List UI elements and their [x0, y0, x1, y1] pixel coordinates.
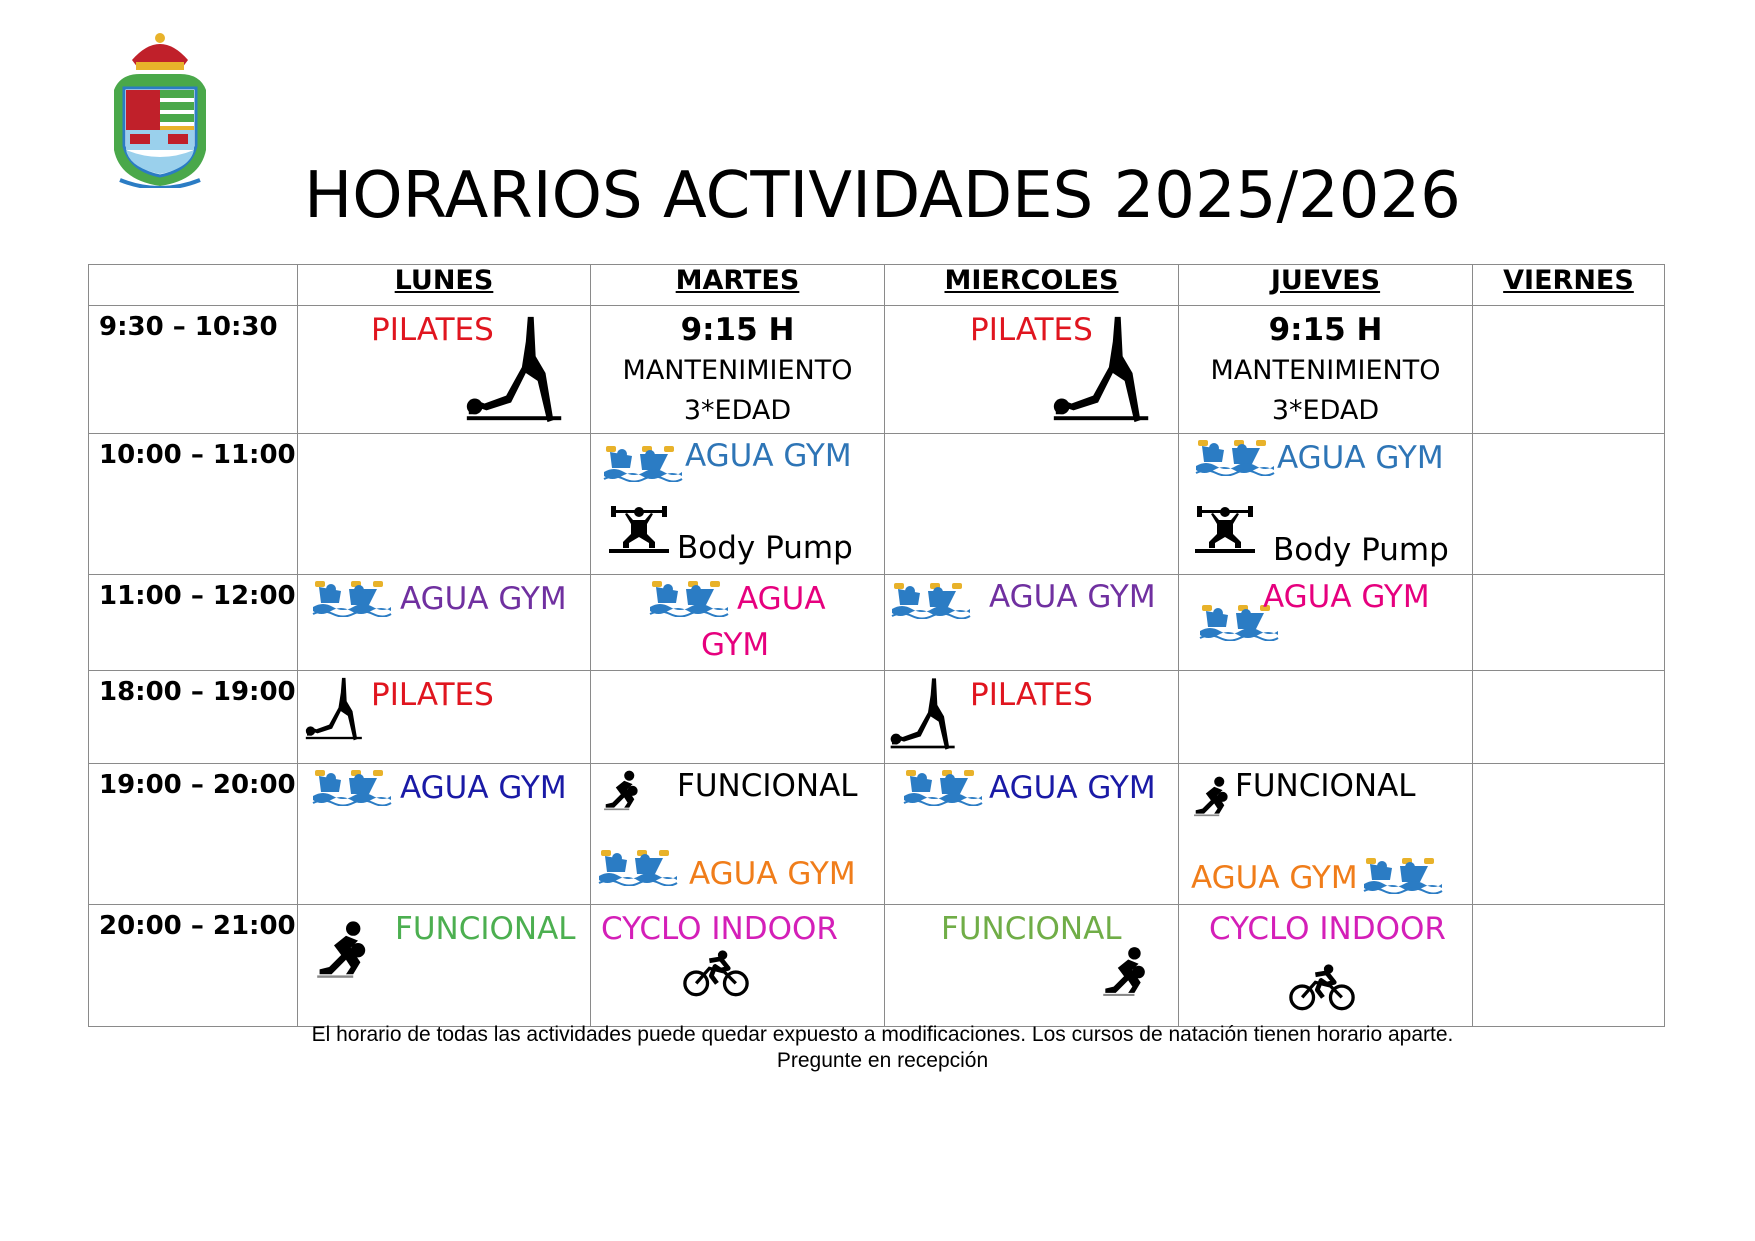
- schedule-cell: [298, 306, 591, 434]
- body-pump-icon: [1195, 504, 1255, 554]
- schedule-cell: [885, 306, 1179, 434]
- table-row: [89, 905, 1665, 1027]
- activity-label: Body Pump: [1273, 532, 1449, 568]
- schedule-cell: [1179, 671, 1473, 764]
- activity-time: 9:15 H: [680, 312, 795, 348]
- time-cell: 20:00 – 21:00: [89, 905, 298, 1027]
- activity-label: FUNCIONAL: [1235, 768, 1416, 804]
- schedule-cell: [298, 434, 591, 575]
- schedule-cell: [1179, 764, 1473, 905]
- activity-label: 3*EDAD: [683, 395, 792, 426]
- activity-label: AGUA GYM: [1263, 579, 1430, 615]
- activity-label: AGUA: [737, 581, 826, 617]
- schedule-cell: [1473, 306, 1665, 434]
- schedule-cell: [298, 575, 591, 671]
- pilates-bridge-icon: [304, 675, 366, 745]
- schedule-cell: [591, 434, 885, 575]
- corner-cell: [89, 265, 298, 306]
- activity-label: PILATES: [970, 677, 1093, 713]
- schedule-cell: [1179, 306, 1473, 434]
- activity-label: PILATES: [970, 312, 1093, 348]
- schedule-cell: [1473, 764, 1665, 905]
- body-pump-icon: [609, 504, 669, 554]
- funcional-kettlebell-icon: [310, 919, 370, 979]
- schedule-cell: [591, 575, 885, 671]
- schedule-cell: [1179, 905, 1473, 1027]
- activity-label: AGUA GYM: [989, 770, 1156, 806]
- table-row: [89, 306, 1665, 434]
- aqua-gym-icon: [310, 766, 392, 806]
- table-row: [89, 434, 1665, 575]
- aqua-gym-icon: [310, 577, 392, 617]
- schedule-cell: [1473, 671, 1665, 764]
- time-cell: 9:30 – 10:30: [89, 306, 298, 434]
- header-row: [89, 265, 1665, 306]
- funcional-kettlebell-icon: [599, 768, 641, 812]
- aqua-gym-icon: [601, 442, 683, 482]
- pilates-bridge-icon: [889, 675, 959, 755]
- table-row: [89, 671, 1665, 764]
- activity-label: FUNCIONAL: [941, 911, 1122, 947]
- schedule-cell: [298, 764, 591, 905]
- aqua-gym-icon: [593, 846, 681, 886]
- schedule-table: [88, 264, 1665, 1027]
- footer-note: El horario de todas las actividades puede quedar expuesto a modificaciones. Los cursos de natación tienen horario aparte.: [311, 1023, 1454, 1046]
- schedule-cell: [591, 764, 885, 905]
- schedule-cell: [885, 671, 1179, 764]
- schedule-cell: [885, 434, 1179, 575]
- activity-label: 3*EDAD: [1271, 395, 1380, 426]
- pilates-bridge-icon: [466, 312, 566, 430]
- activity-label: GYM: [701, 627, 770, 663]
- activity-label: AGUA GYM: [400, 770, 567, 806]
- activity-label: FUNCIONAL: [395, 911, 576, 947]
- schedule-cell: [591, 905, 885, 1027]
- day-header-miercoles: MIERCOLES: [885, 265, 1179, 306]
- schedule-cell: [1179, 575, 1473, 671]
- activity-label: AGUA GYM: [689, 856, 856, 892]
- activity-label: AGUA GYM: [400, 581, 567, 617]
- activity-label: AGUA GYM: [1191, 860, 1358, 896]
- activity-label: AGUA GYM: [989, 579, 1156, 615]
- schedule-cell: [1473, 575, 1665, 671]
- day-header-lunes: LUNES: [298, 265, 591, 306]
- schedule-cell: [298, 905, 591, 1027]
- activity-label: MANTENIMIENTO: [622, 355, 853, 386]
- cycling-icon: [683, 949, 749, 997]
- table-row: [89, 575, 1665, 671]
- activity-label: AGUA GYM: [1277, 440, 1444, 476]
- activity-time: 9:15 H: [1268, 312, 1383, 348]
- funcional-kettlebell-icon: [1189, 774, 1231, 818]
- time-cell: 10:00 – 11:00: [89, 434, 298, 575]
- aqua-gym-icon: [901, 766, 983, 806]
- activity-label: MANTENIMIENTO: [1210, 355, 1441, 386]
- cycling-icon: [1289, 963, 1355, 1011]
- schedule-cell: [1179, 434, 1473, 575]
- time-cell: 11:00 – 12:00: [89, 575, 298, 671]
- footer-note: Pregunte en recepción: [776, 1049, 989, 1072]
- schedule-cell: [591, 306, 885, 434]
- activity-label: AGUA GYM: [685, 438, 852, 474]
- activity-label: CYCLO INDOOR: [1209, 911, 1446, 947]
- page-title: HORARIOS ACTIVIDADES 2025/2026: [304, 159, 1461, 233]
- day-header-martes: MARTES: [591, 265, 885, 306]
- funcional-kettlebell-icon: [1097, 943, 1149, 999]
- activity-label: PILATES: [371, 677, 494, 713]
- pilates-bridge-icon: [1053, 312, 1153, 430]
- aqua-gym-icon: [647, 577, 729, 617]
- aqua-gym-icon: [1193, 436, 1275, 476]
- day-header-viernes: VIERNES: [1473, 265, 1665, 306]
- aqua-gym-icon: [889, 579, 971, 619]
- activity-label: CYCLO INDOOR: [601, 911, 838, 947]
- schedule-cell: [1473, 434, 1665, 575]
- aqua-gym-icon: [1361, 854, 1443, 894]
- schedule-cell: [885, 764, 1179, 905]
- schedule-cell: [885, 575, 1179, 671]
- day-header-jueves: JUEVES: [1179, 265, 1473, 306]
- time-cell: 18:00 – 19:00: [89, 671, 298, 764]
- activity-label: FUNCIONAL: [677, 768, 858, 804]
- schedule-cell: [1473, 905, 1665, 1027]
- activity-label: Body Pump: [677, 530, 853, 566]
- table-row: [89, 764, 1665, 905]
- schedule-cell: [885, 905, 1179, 1027]
- schedule-cell: [298, 671, 591, 764]
- schedule-cell: [591, 671, 885, 764]
- time-cell: 19:00 – 20:00: [89, 764, 298, 905]
- activity-label: PILATES: [371, 312, 494, 348]
